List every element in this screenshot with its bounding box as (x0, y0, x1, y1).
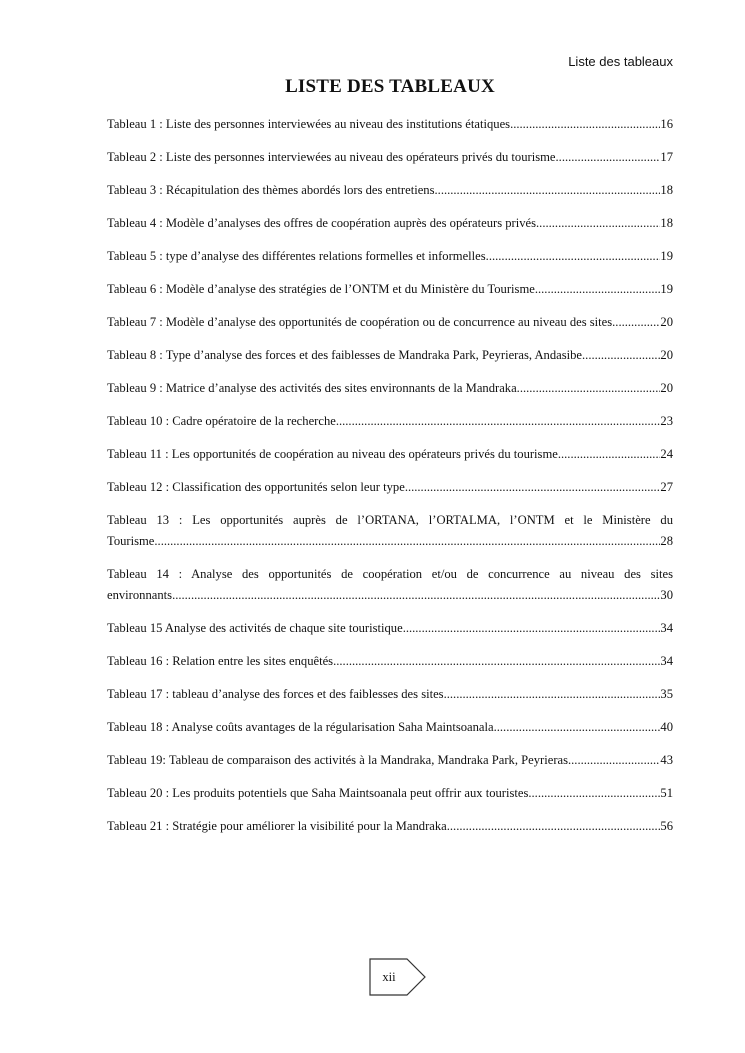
toc-entry-text: Tableau 15 Analyse des activités de chaque site touristique (107, 621, 403, 635)
running-header: Liste des tableaux (568, 54, 673, 69)
page-title: LISTE DES TABLEAUX (285, 76, 495, 97)
toc-entry-1[interactable] (107, 116, 673, 133)
toc-entry-text: Tableau 10 : Cadre opératoire de la recherche (107, 414, 336, 428)
toc-entry-text: Tableau 2 : Liste des personnes interviewées au niveau des opérateurs privés du tourisme (107, 150, 556, 164)
toc-entry-page: 19 (660, 282, 673, 296)
dot-leader (154, 533, 660, 550)
toc-entry-page: 51 (660, 786, 673, 800)
toc-entry-page: 34 (660, 654, 673, 668)
toc-entry-5[interactable] (107, 248, 673, 265)
dot-leader (336, 413, 661, 430)
toc-entry-13[interactable] (107, 512, 673, 550)
toc-entry-page: 18 (660, 183, 673, 197)
toc-entry-text: Tableau 14 : Analyse des opportunités de coopération et/ou de concurrence au niveau des sites (107, 567, 673, 581)
toc-entry-8[interactable] (107, 347, 673, 364)
dot-leader (172, 587, 660, 604)
toc-entry-page: 18 (660, 216, 673, 230)
toc-entry-text: Tableau 1 : Liste des personnes interviewées au niveau des institutions étatiques (107, 117, 511, 131)
dot-leader (333, 653, 660, 670)
toc-entry-page: 20 (660, 315, 673, 329)
toc-entry-text: Tableau 17 : tableau d’analyse des forces et des faiblesses des sites (107, 687, 444, 701)
dot-leader (582, 347, 660, 364)
toc-entry-text: Tableau 7 : Modèle d’analyse des opportunités de coopération ou de concurrence au niveau des sites (107, 315, 613, 329)
toc-entry-page: 20 (660, 381, 673, 395)
toc-entry-page: 24 (660, 447, 673, 461)
toc-entry-10[interactable] (107, 413, 673, 430)
toc-entry-text: Tableau 16 : Relation entre les sites enquêtés (107, 654, 334, 668)
table-of-tables (107, 116, 673, 851)
toc-entry-text: Tableau 20 : Les produits potentiels que Saha Maintsoanala peut offrir aux touristes (107, 786, 529, 800)
dot-leader (435, 182, 661, 199)
toc-entry-page: 16 (660, 117, 673, 131)
toc-entry-15[interactable] (107, 620, 673, 637)
toc-entry-page: 56 (660, 819, 673, 833)
toc-entry-text: Tableau 8 : Type d’analyse des forces et des faiblesses de Mandraka Park, Peyrieras, Andasibe (107, 348, 583, 362)
toc-entry-2[interactable] (107, 149, 673, 166)
dot-leader (494, 719, 661, 736)
toc-entry-text: Tableau 13 : Les opportunités auprès de l’ORTANA, l’ORTALMA, l’ONTM et le Ministère du (107, 513, 673, 527)
toc-entry-4[interactable] (107, 215, 673, 232)
toc-entry-text: Tableau 3 : Récapitulation des thèmes abordés lors des entretiens (107, 183, 435, 197)
toc-entry-18[interactable] (107, 719, 673, 736)
dot-leader (444, 686, 661, 703)
toc-entry-20[interactable] (107, 785, 673, 802)
toc-entry-12[interactable] (107, 479, 673, 496)
dot-leader (535, 281, 661, 298)
toc-entry-text: Tableau 6 : Modèle d’analyse des stratégies de l’ONTM et du Ministère du Tourisme (107, 282, 535, 296)
dot-leader (536, 215, 660, 232)
toc-entry-page: 30 (660, 588, 673, 602)
toc-entry-page: 28 (660, 534, 673, 548)
toc-entry-9[interactable] (107, 380, 673, 397)
toc-entry-page: 34 (660, 621, 673, 635)
dot-leader (528, 785, 660, 802)
toc-entry-page: 23 (660, 414, 673, 428)
toc-entry-7[interactable] (107, 314, 673, 331)
toc-entry-page: 19 (660, 249, 673, 263)
dot-leader (558, 446, 661, 463)
toc-entry-21[interactable] (107, 818, 673, 835)
dot-leader (486, 248, 661, 265)
toc-entry-19[interactable] (107, 752, 673, 769)
toc-entry-page: 40 (660, 720, 673, 734)
toc-entry-text: Tableau 9 : Matrice d’analyse des activités des sites environnants de la Mandraka (107, 381, 517, 395)
page-number-tab (369, 958, 427, 996)
toc-entry-text: Tableau 12 : Classification des opportunités selon leur type (107, 480, 405, 494)
toc-entry-text: Tableau 11 : Les opportunités de coopération au niveau des opérateurs privés du tourisme (107, 447, 558, 461)
dot-leader (510, 116, 660, 133)
toc-entry-6[interactable] (107, 281, 673, 298)
toc-entry-text: Tableau 18 : Analyse coûts avantages de la régularisation Saha Maintsoanala (107, 720, 494, 734)
toc-entry-text-continued: environnants (107, 588, 173, 602)
toc-entry-text: Tableau 4 : Modèle d’analyses des offres de coopération auprès des opérateurs privés (107, 216, 537, 230)
toc-entry-11[interactable] (107, 446, 673, 463)
toc-entry-3[interactable] (107, 182, 673, 199)
dot-leader (517, 380, 661, 397)
dot-leader (405, 479, 661, 496)
toc-entry-page: 20 (660, 348, 673, 362)
toc-entry-text: Tableau 19: Tableau de comparaison des activités à la Mandraka, Mandraka Park, Peyrieras (107, 753, 568, 767)
toc-entry-text: Tableau 21 : Stratégie pour améliorer la visibilité pour la Mandraka (107, 819, 447, 833)
toc-entry-14[interactable] (107, 566, 673, 604)
toc-entry-text: Tableau 5 : type d’analyse des différentes relations formelles et informelles (107, 249, 486, 263)
page-number: xii (382, 970, 396, 984)
dot-leader (403, 620, 661, 637)
dot-leader (612, 314, 660, 331)
toc-entry-page: 27 (660, 480, 673, 494)
dot-leader (568, 752, 660, 769)
toc-entry-16[interactable] (107, 653, 673, 670)
toc-entry-page: 35 (660, 687, 673, 701)
toc-entry-text-continued: Tourisme (107, 534, 155, 548)
toc-entry-page: 17 (660, 150, 673, 164)
toc-entry-page: 43 (660, 753, 673, 767)
dot-leader (447, 818, 661, 835)
dot-leader (556, 149, 661, 166)
toc-entry-17[interactable] (107, 686, 673, 703)
